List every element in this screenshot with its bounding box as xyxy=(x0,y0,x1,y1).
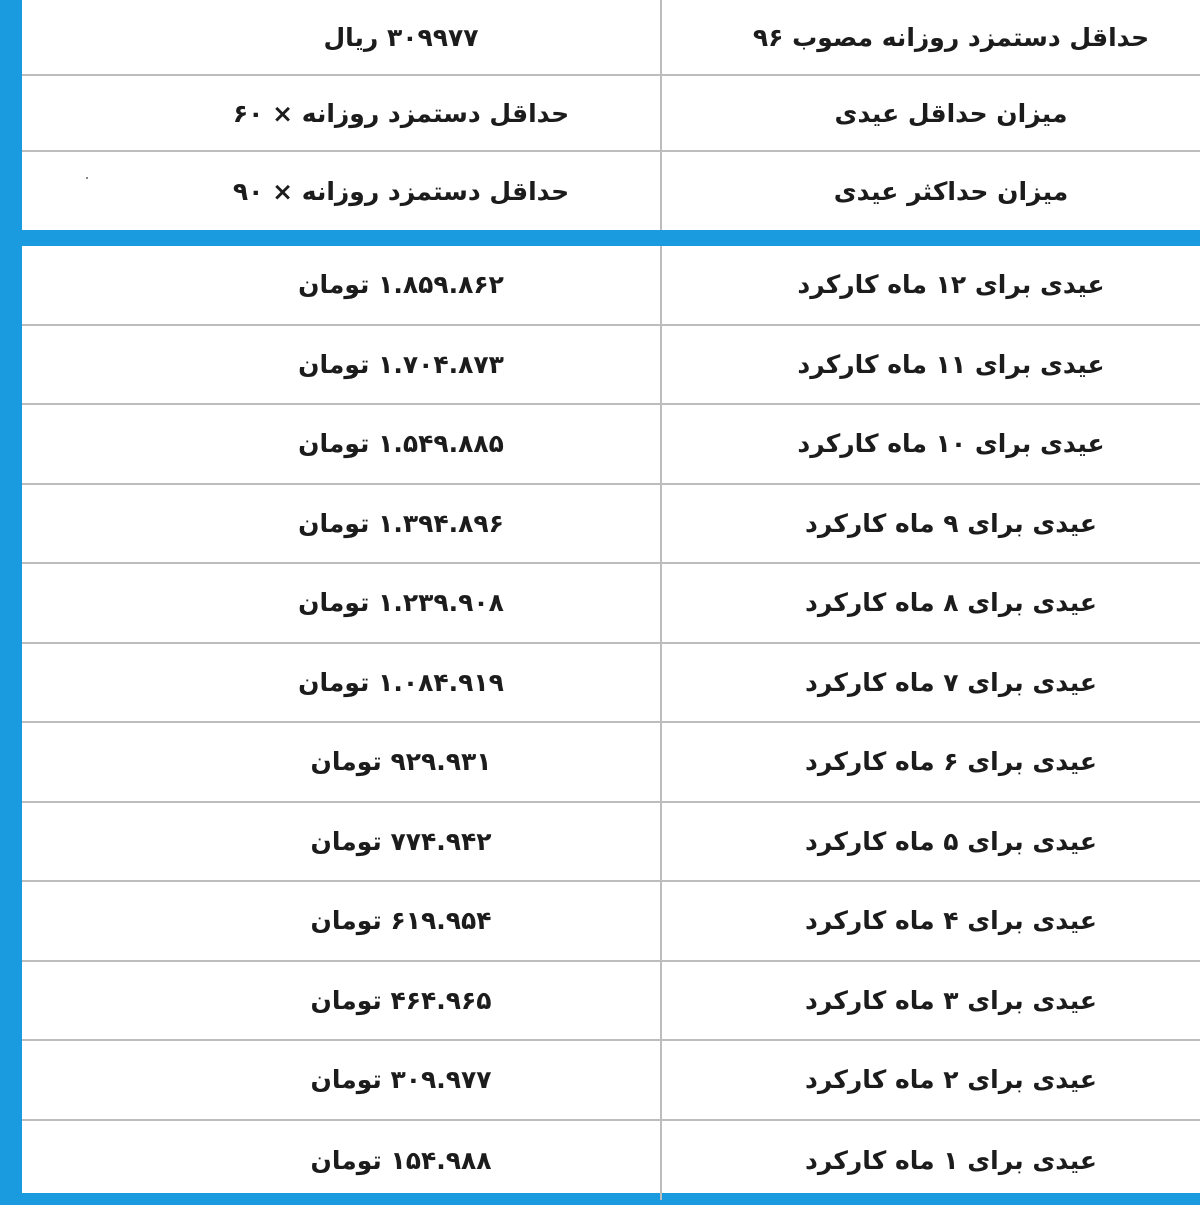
row-label: عیدی برای ۱ ماه کارکرد xyxy=(805,1145,1098,1175)
row-value: ۱.۷۰۴.۸۷۳ تومان xyxy=(22,326,662,404)
image-speck xyxy=(86,177,88,179)
row-value: ۹۲۹.۹۳۱ تومان xyxy=(22,723,662,801)
row-value: ۱.۸۵۹.۸۶۲ تومان xyxy=(22,246,662,324)
row-label: عیدی برای ۵ ماه کارکرد xyxy=(805,826,1098,856)
table-row xyxy=(22,1121,1200,1201)
row-value: ۱.۵۴۹.۸۸۵ تومان xyxy=(22,405,662,483)
bonus-table xyxy=(22,246,1200,1200)
row-label: عیدی برای ۶ ماه کارکرد xyxy=(805,747,1098,777)
row-value: حداقل دستمزد روزانه × ۶۰ xyxy=(22,76,662,150)
table-row xyxy=(22,962,1200,1042)
row-label: عیدی برای ۱۱ ماه کارکرد xyxy=(797,349,1105,379)
row-value: ۱.۰۸۴.۹۱۹ تومان xyxy=(22,644,662,722)
table-row xyxy=(22,405,1200,485)
row-value: ۳۰۹.۹۷۷ تومان xyxy=(22,1041,662,1119)
table-row xyxy=(22,152,1200,230)
row-value: ۱.۲۳۹.۹۰۸ تومان xyxy=(22,564,662,642)
summary-table xyxy=(22,0,1200,230)
section-divider xyxy=(22,230,1200,246)
table-row xyxy=(22,485,1200,565)
table-row xyxy=(22,326,1200,406)
row-label: عیدی برای ۱۲ ماه کارکرد xyxy=(797,270,1105,300)
row-value: ۶۱۹.۹۵۴ تومان xyxy=(22,882,662,960)
table-row xyxy=(22,644,1200,724)
row-value: ۳۰۹۹۷۷ ریال xyxy=(22,0,662,74)
row-label: میزان حداقل عیدی xyxy=(834,98,1068,128)
table-row xyxy=(22,723,1200,803)
row-label: میزان حداکثر عیدی xyxy=(833,176,1069,206)
row-label: عیدی برای ۸ ماه کارکرد xyxy=(805,588,1098,618)
row-value: ۷۷۴.۹۴۲ تومان xyxy=(22,803,662,881)
table-row xyxy=(22,0,1200,76)
row-label: عیدی برای ۴ ماه کارکرد xyxy=(805,906,1098,936)
table-row xyxy=(22,246,1200,326)
table-row xyxy=(22,882,1200,962)
table-row xyxy=(22,803,1200,883)
row-value: ۱۵۴.۹۸۸ تومان xyxy=(22,1121,662,1201)
row-label: عیدی برای ۹ ماه کارکرد xyxy=(805,508,1098,538)
row-value: ۱.۳۹۴.۸۹۶ تومان xyxy=(22,485,662,563)
row-value: ۴۶۴.۹۶۵ تومان xyxy=(22,962,662,1040)
row-label: عیدی برای ۳ ماه کارکرد xyxy=(805,985,1098,1015)
table-row xyxy=(22,76,1200,152)
table-row xyxy=(22,1041,1200,1121)
row-label: حداقل دستمزد روزانه مصوب ۹۶ xyxy=(752,22,1150,52)
row-label: عیدی برای ۱۰ ماه کارکرد xyxy=(797,429,1105,459)
row-label: عیدی برای ۷ ماه کارکرد xyxy=(805,667,1098,697)
row-value: حداقل دستمزد روزانه × ۹۰ xyxy=(22,152,662,230)
table-row xyxy=(22,564,1200,644)
row-label: عیدی برای ۲ ماه کارکرد xyxy=(805,1065,1098,1095)
